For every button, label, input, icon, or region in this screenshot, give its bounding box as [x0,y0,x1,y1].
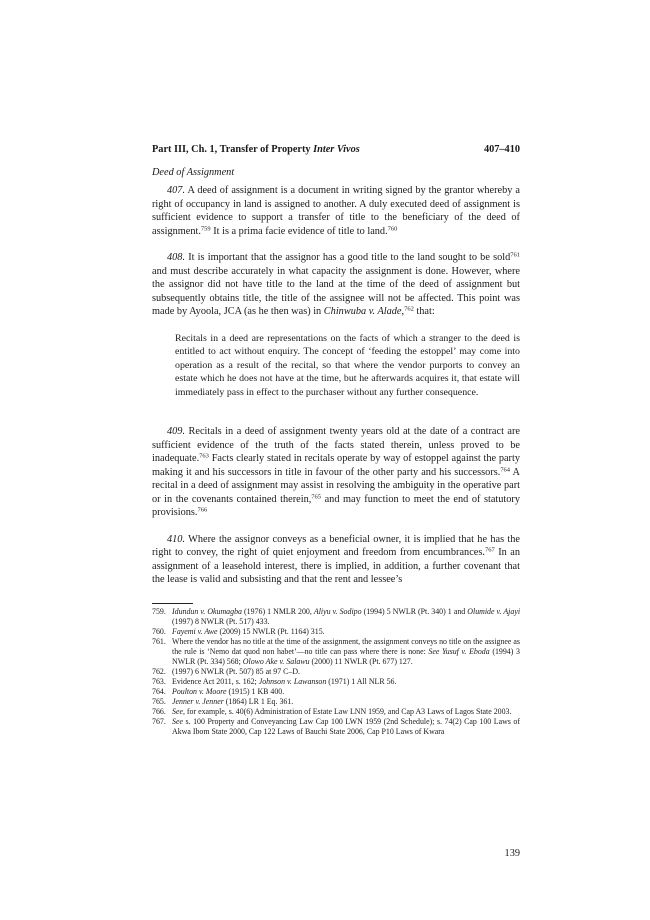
footnote-759: 759. Idundun v. Okumagba (1976) 1 NMLR 200, Aliyu v. Sodipo (1994) 5 NWLR (Pt. 340) 1 and Olumide v. Ajayi (1997) 8 NWLR (Pt. 517) 433. [152,606,521,626]
footnote-767: 767. See s. 100 Property and Conveyancing Law Cap 100 LWN 1959 (2nd Schedule); s. 74(2) Cap 100 Laws of Akwa Ibom State 2000, Cap 122 Laws of Bauchi State 2006, Cap P10 Laws of Kwara [152,716,520,736]
footnote-766: 766. See, for example, s. 40(6) Administration of Estate Law LNN 1959, and Cap A3 Laws of Lagos State 2003. [152,706,512,716]
footnote-ref[interactable]: 767 [484,546,495,554]
running-head [152,143,520,157]
footnote-763: 763. Evidence Act 2011, s. 162; Johnson v. Lawanson (1971) 1 All NLR 56. [152,676,397,686]
footnote-ref[interactable]: 760 [387,225,398,232]
footnote-ref[interactable]: 764 [500,466,511,473]
paragraph-410: 410. Where the assignor conveys as a beneficial owner, it is implied that he has the right to convey, the right of quiet enjoyment and freedom from encumbrances.$^{767}$ In an assignment of a leasehold interest, there is implied, in addition, a further covenant that the lease is valid and subsisting and that the rent and lessee’s [152,533,520,585]
running-head-para-range: 407–410 [483,144,520,155]
footnote-ref[interactable]: 759 [200,225,211,232]
footnote-765: 765. Jenner v. Jenner (1864) LR 1 Eq. 361. [152,696,294,706]
case-name: Chinwuba v. Alade [323,306,402,317]
footnote-761: 761. Where the vendor has no title at the time of the assignment, the assignment conveys no title on the assignee as the rule is ‘Nemo dat quod non habet’—no title can pass where there is none: See Yusuf v. Eboda (1994) 3 NWLR (Pt. 334) 568; Olowo Ake v. Salawu (2000) 11 NWLR (Pt. 677) 127. [152,636,520,666]
footnotes [152,607,520,737]
page [152,143,521,859]
footnote-ref[interactable]: 765 [311,493,322,500]
block-quote: Recitals in a deed are representations on the facts of which a stranger to the deed is entitled to act without enquiry. The concept of ‘feeding the estoppel’ may come into operation as a result of the recital, so that where the vendor purports to convey an estate which he does not have at the time, but he afterwards acquires it, that estate will immediately pass in effect to the purchaser without any further consequence. [175,332,520,398]
footnote-divider [152,603,193,604]
footnote-764: 764. Poulton v. Moore (1915) 1 KB 400. [152,686,285,696]
running-head-title: Part III, Ch. 1, Transfer of Property Inter Vivos [152,144,360,155]
footnote-760: 760. Fayemi v. Awe (2009) 15 NWLR (Pt. 1164) 315. [152,626,325,636]
paragraph-407: 407. A deed of assignment is a document in writing signed by the grantor whereby a right of occupancy in land is assigned to another. A duly executed deed of assignment is sufficient evidence to support a transfer of title to the beneficiary of the deed of assignment.$^{759}$ It is a prima facie evidence of title to land.$^{760}$ [152,185,520,237]
footnote-ref[interactable]: 763 [199,452,209,460]
paragraph-408: 408. It is important that the assignor has a good title to the land sought to be sold$^{761}$ and must describe accurately in what capacity the assignment is done. However, where the assignor did not have title to the land at the time of the deed of assignment but subsequently obtains title, the title of the assignee will not be affected. This point was made by Ayoola, JCA (as he then was) in Chinwuba v. Alade,$^{762}$ that: [152,251,520,317]
footnote-762: 762. (1997) 6 NWLR (Pt. 507) 85 at 97 C–D. [152,666,300,676]
footnote-ref[interactable]: 761 [510,251,520,259]
footnote-ref[interactable]: 762 [404,305,414,313]
page-number: 139 [504,848,520,859]
paragraph-409: 409. Recitals in a deed of assignment twenty years old at the date of a contract are sufficient evidence of the truth of the facts stated therein, unless proved to be inadequate.$^{763}$ Facts clearly stated in recitals operate by way of estoppel against the party making it and his successors in title in favour of the other party and his successors.$^{764}$ A recital in a deed of assignment may assist in resolving the ambiguity in the operative part or in the covenants contained therein,$^{765}$ and may function to meet the end of statutory provisions.$^{766}$ [152,426,521,518]
section-heading: Deed of Assignment [152,167,235,178]
footnote-ref[interactable]: 766 [197,506,208,514]
